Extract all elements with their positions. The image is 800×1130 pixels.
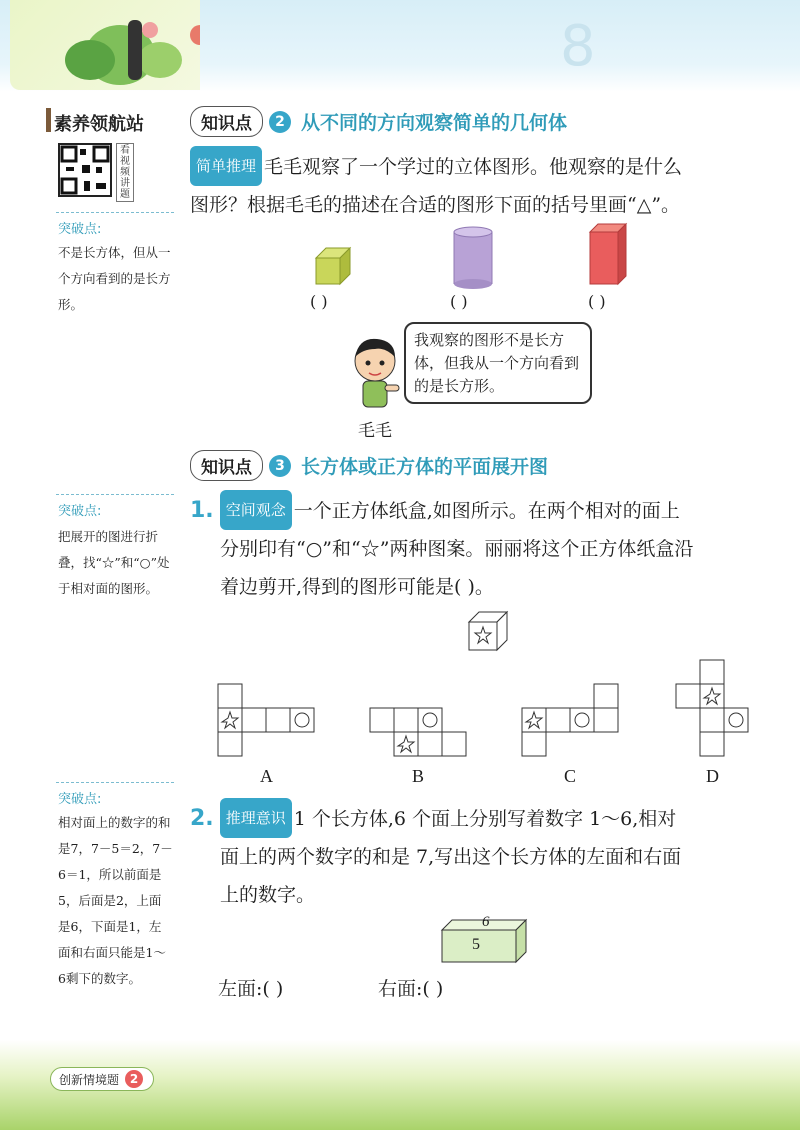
knowledge-point-label: 知识点	[190, 106, 263, 137]
question-number: 2.	[190, 806, 214, 831]
page-number: 2	[125, 1070, 143, 1088]
banner-plant-decoration	[10, 0, 200, 90]
answer-paren-cuboid[interactable]: ( )	[588, 292, 606, 311]
question-number: 1.	[190, 498, 214, 523]
answer-paren-cube[interactable]: ( )	[310, 292, 328, 311]
question-line: 毛毛观察了一个学过的立体图形。他观察的是什么	[264, 156, 683, 178]
question-line: 图形？根据毛毛的描述在合适的图形下面的括号里画“△”。	[190, 194, 681, 216]
cylinder-figure	[454, 227, 492, 289]
net-option-c	[522, 684, 618, 756]
knowledge-point-title: 长方体或正方体的平面展开图	[301, 456, 549, 478]
option-a-label[interactable]: A	[260, 766, 273, 786]
question-tag: 推理意识	[220, 798, 292, 838]
tip-2-body: 把展开的图进行折叠，找“☆”和“○”处于相对面的图形。	[58, 529, 170, 596]
cube-figure	[316, 248, 350, 284]
cuboid-front-number: 5	[472, 936, 480, 953]
option-d-label[interactable]: D	[706, 766, 719, 786]
net-option-d	[676, 660, 748, 756]
plant-illustration	[10, 0, 200, 90]
cube-nets	[210, 656, 770, 760]
sidebar-divider	[56, 212, 174, 213]
speech-bubble: 我观察的图形不是长方体，但我从一个方向看到的是长方形。	[404, 322, 592, 404]
knowledge-point-3-header	[190, 450, 548, 481]
qr-pattern	[60, 145, 110, 195]
answer-paren-cylinder[interactable]: ( )	[450, 292, 468, 311]
sidebar-title-marker	[46, 108, 51, 132]
knowledge-point-2-header	[190, 106, 567, 137]
sidebar-divider	[56, 782, 174, 783]
knowledge-point-title: 从不同的方向观察简单的几何体	[301, 112, 568, 134]
banner-deco-digit: 8	[560, 14, 596, 79]
question-line: 分别印有“○”和“☆”两种图案。丽丽将这个正方体纸盒沿	[220, 538, 694, 560]
sidebar-divider	[56, 494, 174, 495]
knowledge-point-number: 2	[269, 111, 291, 133]
sidebar-title: 素养领航站	[54, 114, 144, 135]
section2-question	[190, 146, 770, 224]
tip-3-body: 相对面上的数字的和是7，7－5＝2，7－6＝1，所以前面是5，后面是2，上面是6，下面是1，左面和右面只能是1～6剩下的数字。	[58, 815, 173, 986]
boy-maomao-illustration	[345, 335, 410, 415]
question-tag: 简单推理	[190, 146, 262, 186]
question-line: 上的数字。	[220, 884, 316, 906]
tip-2-heading: 突破点:	[58, 504, 102, 519]
option-c-label[interactable]: C	[564, 766, 577, 786]
question-2	[190, 798, 770, 914]
net-option-a	[218, 684, 314, 756]
character-name: 毛毛	[358, 421, 392, 441]
footer-badge	[50, 1067, 154, 1091]
tip-3-heading: 突破点:	[58, 792, 102, 807]
qr-code[interactable]	[58, 143, 112, 197]
knowledge-point-number: 3	[269, 455, 291, 477]
footer-label: 创新情境题	[59, 1072, 120, 1087]
question-tag: 空间观念	[220, 490, 292, 530]
question-1	[190, 490, 770, 606]
cuboid-top-number: 6	[482, 914, 490, 930]
question-line: 面上的两个数字的和是 7,写出这个长方体的左面和右面	[220, 846, 682, 868]
question-line: 一个正方体纸盒,如图所示。在两个相对的面上	[293, 500, 680, 522]
net-option-b	[370, 708, 466, 756]
question-line: 1 个长方体,6 个面上分别写着数字 1～6,相对	[293, 808, 677, 830]
question-line[interactable]: 着边剪开,得到的图形可能是( )。	[220, 576, 494, 598]
left-face-answer[interactable]: 左面:( )	[218, 978, 284, 1000]
star-cube-figure	[465, 610, 515, 652]
tip-1-heading: 突破点:	[58, 222, 102, 237]
qr-video-label: 看视频讲题	[116, 143, 134, 202]
tip-1-body: 不是长方体，但从一个方向看到的是长方形。	[58, 245, 171, 312]
right-face-answer[interactable]: 右面:( )	[378, 978, 444, 1000]
option-b-label[interactable]: B	[412, 766, 425, 786]
knowledge-point-label: 知识点	[190, 450, 263, 481]
cuboid-figure	[590, 224, 626, 284]
